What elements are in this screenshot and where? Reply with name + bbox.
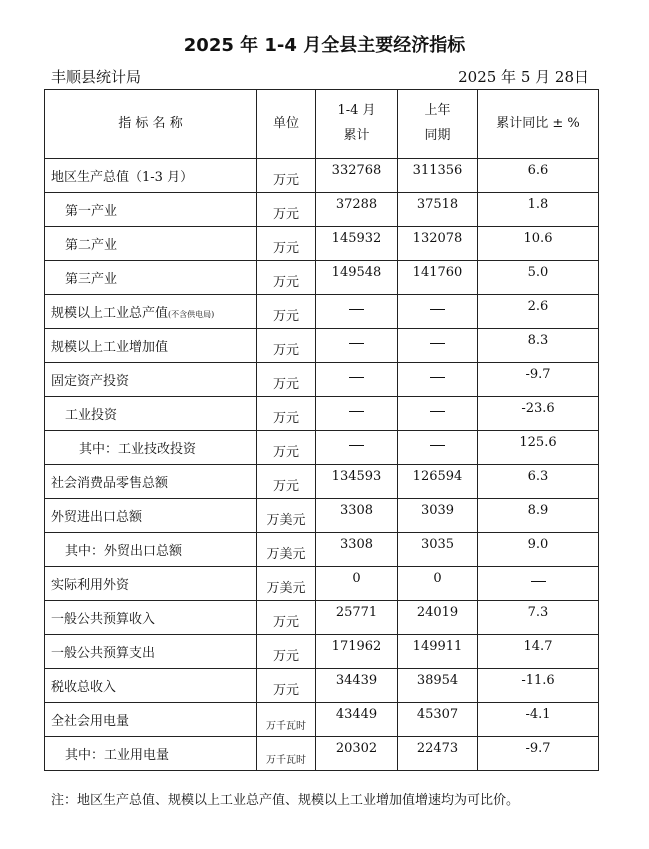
previous-value-cell: 45307: [398, 703, 478, 737]
table-row: [45, 397, 599, 431]
unit-cell: 万元: [257, 227, 316, 261]
indicator-name: 固定资产投资: [51, 374, 130, 389]
indicator-name-cell: [45, 295, 257, 329]
current-value-cell: 43449: [316, 703, 398, 737]
current-value-cell: 149548: [316, 261, 398, 295]
unit-cell: 万元: [257, 193, 316, 227]
current-cell-empty: [316, 295, 398, 329]
growth-value-cell: 7.3: [478, 601, 599, 635]
indicator-name-cell: [45, 669, 257, 703]
current-value-cell: 25771: [316, 601, 398, 635]
table-body: [45, 159, 599, 771]
current-cell-empty: [316, 397, 398, 431]
table-header-row: [45, 90, 599, 159]
indicator-name: 规模以上工业总产值: [51, 306, 169, 321]
unit-cell: 万美元: [257, 567, 316, 601]
dash-icon: [430, 309, 445, 310]
current-cell-empty: [316, 329, 398, 363]
growth-value-cell: 14.7: [478, 635, 599, 669]
table-row: [45, 737, 599, 771]
indicator-name-cell: [45, 601, 257, 635]
unit-cell: 万元: [257, 159, 316, 193]
table-row: [45, 533, 599, 567]
dash-icon: [349, 309, 364, 310]
growth-value-cell: 6.6: [478, 159, 599, 193]
dash-icon: [430, 377, 445, 378]
header-previous-line1: 上年: [424, 103, 451, 119]
indicator-name-cell: [45, 431, 257, 465]
dash-icon: [349, 377, 364, 378]
current-value-cell: 134593: [316, 465, 398, 499]
previous-value-cell: 126594: [398, 465, 478, 499]
dash-icon: [430, 343, 445, 344]
header-growth: 累计同比 ± %: [478, 90, 599, 159]
unit-cell: 万元: [257, 329, 316, 363]
previous-cell-empty: [398, 295, 478, 329]
dash-icon: [430, 445, 445, 446]
previous-cell-empty: [398, 397, 478, 431]
indicator-name-cell: [45, 363, 257, 397]
previous-value-cell: 0: [398, 567, 478, 601]
indicator-name: 工业投资: [65, 408, 118, 423]
indicator-name: 外贸进出口总额: [51, 510, 143, 525]
current-value-cell: 332768: [316, 159, 398, 193]
dash-icon: [349, 343, 364, 344]
indicator-name-cell: [45, 499, 257, 533]
current-cell-empty: [316, 363, 398, 397]
previous-value-cell: 3039: [398, 499, 478, 533]
header-current-line2: 累计: [343, 128, 370, 143]
unit-cell: 万元: [257, 465, 316, 499]
previous-value-cell: 132078: [398, 227, 478, 261]
current-value-cell: 0: [316, 567, 398, 601]
current-value-cell: 3308: [316, 533, 398, 567]
growth-value-cell: 8.9: [478, 499, 599, 533]
previous-value-cell: 311356: [398, 159, 478, 193]
indicator-name: 社会消费品零售总额: [51, 476, 169, 491]
previous-value-cell: 3035: [398, 533, 478, 567]
dash-icon: [349, 445, 364, 446]
table-row: [45, 159, 599, 193]
growth-value-cell: -9.7: [478, 737, 599, 771]
dash-icon: [430, 411, 445, 412]
table-row: [45, 499, 599, 533]
indicator-name-cell: [45, 465, 257, 499]
unit-cell: 万元: [257, 669, 316, 703]
previous-cell-empty: [398, 431, 478, 465]
previous-value-cell: 37518: [398, 193, 478, 227]
growth-value-cell: -11.6: [478, 669, 599, 703]
indicator-table: [44, 89, 599, 771]
growth-value-cell: 125.6: [478, 431, 599, 465]
current-value-cell: 37288: [316, 193, 398, 227]
unit-cell: 万元: [257, 601, 316, 635]
indicator-name-cell: [45, 567, 257, 601]
report-date: 2025 年 5 月 28日: [458, 68, 589, 86]
table-row: [45, 363, 599, 397]
indicator-name: 一般公共预算收入: [51, 612, 156, 627]
indicator-name: 一般公共预算支出: [51, 646, 156, 661]
unit-cell: 万元: [257, 363, 316, 397]
growth-value-cell: 6.3: [478, 465, 599, 499]
growth-value-cell: -23.6: [478, 397, 599, 431]
current-cell-empty: [316, 431, 398, 465]
indicator-name-cell: [45, 635, 257, 669]
indicator-name-cell: [45, 193, 257, 227]
indicator-name-cell: [45, 737, 257, 771]
page-title: 2025 年 1-4 月全县主要经济指标: [183, 35, 466, 56]
current-value-cell: 3308: [316, 499, 398, 533]
indicator-name: 第一产业: [65, 204, 118, 219]
unit-cell: 万元: [257, 635, 316, 669]
indicator-name-cell: [45, 261, 257, 295]
growth-value-cell: 2.6: [478, 295, 599, 329]
growth-value-cell: 8.3: [478, 329, 599, 363]
current-value-cell: 20302: [316, 737, 398, 771]
unit-cell: 万千瓦时: [257, 703, 316, 737]
header-unit: 单位: [257, 90, 316, 159]
unit-cell: 万元: [257, 431, 316, 465]
indicator-name: 第二产业: [65, 238, 118, 253]
current-value-cell: 171962: [316, 635, 398, 669]
previous-cell-empty: [398, 363, 478, 397]
indicator-name-cell: [45, 159, 257, 193]
unit-cell: 万千瓦时: [257, 737, 316, 771]
dash-icon: [349, 411, 364, 412]
unit-cell: 万元: [257, 397, 316, 431]
previous-cell-empty: [398, 329, 478, 363]
footnote: 注：地区生产总值、规模以上工业总产值、规模以上工业增加值增速均为可比价。: [51, 793, 520, 808]
table-row: [45, 635, 599, 669]
indicator-name: 全社会用电量: [51, 714, 130, 729]
previous-value-cell: 38954: [398, 669, 478, 703]
growth-value-cell: -9.7: [478, 363, 599, 397]
indicator-name-cell: [45, 533, 257, 567]
unit-cell: 万元: [257, 261, 316, 295]
header-previous: [398, 90, 478, 159]
table-row: [45, 703, 599, 737]
previous-value-cell: 149911: [398, 635, 478, 669]
indicator-name: 第三产业: [65, 272, 118, 287]
table-row: [45, 193, 599, 227]
previous-value-cell: 141760: [398, 261, 478, 295]
table-row: [45, 669, 599, 703]
header-indicator-name: 指 标 名 称: [45, 90, 257, 159]
indicator-name: 税收总收入: [51, 680, 117, 695]
table-row: [45, 261, 599, 295]
table-row: [45, 567, 599, 601]
growth-value-cell: 10.6: [478, 227, 599, 261]
table-row: [45, 329, 599, 363]
table-row: [45, 227, 599, 261]
dash-icon: [531, 581, 546, 582]
growth-value-cell: 1.8: [478, 193, 599, 227]
indicator-name: 其中：外贸出口总额: [65, 544, 183, 559]
previous-value-cell: 24019: [398, 601, 478, 635]
table-row: [45, 295, 599, 329]
organization-name: 丰顺县统计局: [51, 68, 142, 86]
unit-cell: 万元: [257, 295, 316, 329]
indicator-name: 其中：工业技改投资: [79, 442, 197, 457]
indicator-name: 地区生产总值（1-3 月）: [51, 170, 194, 185]
growth-value-cell: -4.1: [478, 703, 599, 737]
indicator-name-cell: [45, 329, 257, 363]
header-current: [316, 90, 398, 159]
table-row: [45, 431, 599, 465]
indicator-name-cell: [45, 397, 257, 431]
indicator-name: 其中：工业用电量: [65, 748, 170, 763]
indicator-name: 规模以上工业增加值: [51, 340, 169, 355]
previous-value-cell: 22473: [398, 737, 478, 771]
indicator-name-cell: [45, 703, 257, 737]
header-current-line1: 1-4 月: [337, 103, 376, 119]
header-previous-line2: 同期: [424, 128, 451, 143]
current-value-cell: 145932: [316, 227, 398, 261]
table-row: [45, 465, 599, 499]
indicator-name: 实际利用外资: [51, 578, 130, 593]
growth-cell-empty: [478, 567, 599, 601]
indicator-note: (不含供电局): [168, 310, 215, 319]
growth-value-cell: 5.0: [478, 261, 599, 295]
current-value-cell: 34439: [316, 669, 398, 703]
table-row: [45, 601, 599, 635]
indicator-name-cell: [45, 227, 257, 261]
unit-cell: 万美元: [257, 499, 316, 533]
growth-value-cell: 9.0: [478, 533, 599, 567]
unit-cell: 万美元: [257, 533, 316, 567]
